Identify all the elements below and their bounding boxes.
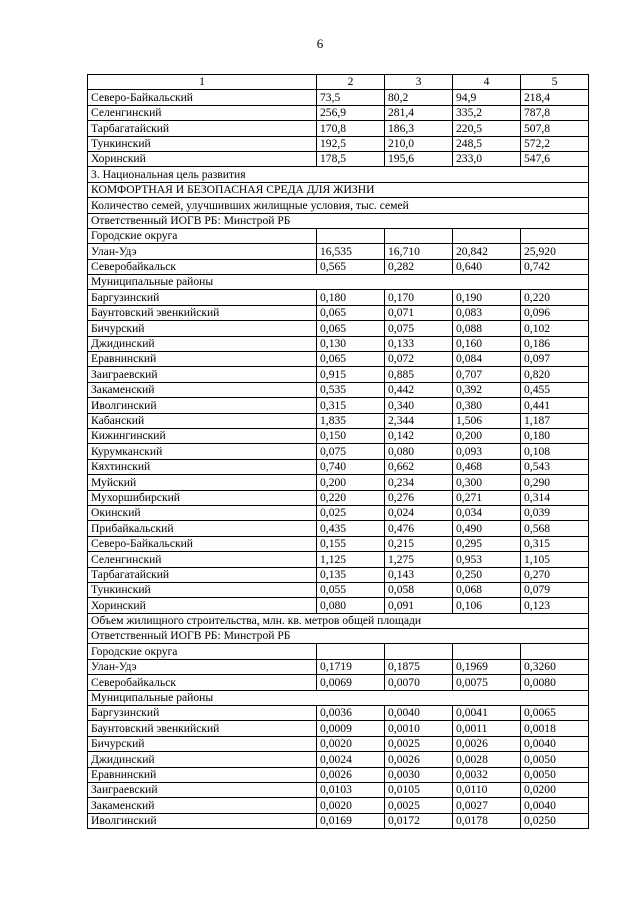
- value-cell: 0,170: [385, 290, 453, 305]
- value-cell: 0,200: [453, 428, 521, 443]
- value-cell: 0,075: [317, 444, 385, 459]
- value-cell: 0,186: [521, 336, 589, 351]
- value-cell: 0,455: [521, 382, 589, 397]
- column-number-cell: 2: [317, 75, 385, 90]
- table-row: [88, 136, 589, 151]
- table-row: [88, 352, 589, 367]
- table-row: [88, 536, 589, 551]
- value-cell: 0,662: [385, 459, 453, 474]
- value-cell: 80,2: [385, 90, 453, 105]
- value-cell: 1,835: [317, 413, 385, 428]
- territory-name: Хоринский: [88, 598, 317, 613]
- territory-name: Джидинский: [88, 336, 317, 351]
- value-cell: 0,075: [385, 321, 453, 336]
- column-number-cell: 1: [88, 75, 317, 90]
- territory-name: Закаменский: [88, 382, 317, 397]
- value-cell: 0,0200: [521, 782, 589, 797]
- value-cell: 0,0070: [385, 675, 453, 690]
- value-cell: 0,568: [521, 521, 589, 536]
- value-cell: 233,0: [453, 151, 521, 166]
- value-cell: 0,1719: [317, 659, 385, 674]
- territory-name: Кижингинский: [88, 428, 317, 443]
- value-cell: 0,088: [453, 321, 521, 336]
- empty-cell: [317, 228, 385, 243]
- territory-name: Иволгинский: [88, 398, 317, 413]
- value-cell: 0,0036: [317, 706, 385, 721]
- table-row: [88, 782, 589, 797]
- value-cell: 1,105: [521, 552, 589, 567]
- empty-cell: [453, 644, 521, 659]
- value-cell: 20,842: [453, 244, 521, 259]
- territory-name: Селенгинский: [88, 105, 317, 120]
- value-cell: 0,0025: [385, 798, 453, 813]
- empty-cell: [521, 228, 589, 243]
- value-cell: 0,190: [453, 290, 521, 305]
- section-title: Муниципальные районы: [88, 275, 589, 290]
- value-cell: 0,034: [453, 505, 521, 520]
- territory-name: Кяхтинский: [88, 459, 317, 474]
- value-cell: 0,180: [521, 428, 589, 443]
- group-row: [88, 644, 589, 659]
- value-cell: 0,476: [385, 521, 453, 536]
- territory-name: Баргузинский: [88, 290, 317, 305]
- table-row: [88, 567, 589, 582]
- value-cell: 0,543: [521, 459, 589, 474]
- section-row: [88, 198, 589, 213]
- table-body: [88, 75, 589, 829]
- table-row: [88, 813, 589, 828]
- value-cell: 0,0050: [521, 767, 589, 782]
- value-cell: 0,150: [317, 428, 385, 443]
- table-row: [88, 582, 589, 597]
- value-cell: 0,0024: [317, 752, 385, 767]
- section-row: [88, 182, 589, 197]
- table-row: [88, 336, 589, 351]
- value-cell: 178,5: [317, 151, 385, 166]
- table-row: [88, 706, 589, 721]
- value-cell: 0,535: [317, 382, 385, 397]
- value-cell: 256,9: [317, 105, 385, 120]
- value-cell: 0,220: [521, 290, 589, 305]
- empty-cell: [453, 228, 521, 243]
- value-cell: 0,740: [317, 459, 385, 474]
- value-cell: 0,820: [521, 367, 589, 382]
- value-cell: 1,125: [317, 552, 385, 567]
- value-cell: 0,0069: [317, 675, 385, 690]
- value-cell: 0,315: [317, 398, 385, 413]
- value-cell: 0,079: [521, 582, 589, 597]
- value-cell: 0,0169: [317, 813, 385, 828]
- value-cell: 0,0027: [453, 798, 521, 813]
- territory-name: Прибайкальский: [88, 521, 317, 536]
- value-cell: 0,102: [521, 321, 589, 336]
- value-cell: 0,0103: [317, 782, 385, 797]
- value-cell: 0,106: [453, 598, 521, 613]
- table-row: [88, 259, 589, 274]
- value-cell: 1,506: [453, 413, 521, 428]
- value-cell: 0,270: [521, 567, 589, 582]
- value-cell: 0,0010: [385, 721, 453, 736]
- value-cell: 0,160: [453, 336, 521, 351]
- value-cell: 0,1969: [453, 659, 521, 674]
- value-cell: 0,0040: [521, 736, 589, 751]
- empty-cell: [385, 228, 453, 243]
- value-cell: 170,8: [317, 121, 385, 136]
- empty-cell: [385, 644, 453, 659]
- table-row: [88, 521, 589, 536]
- territory-name: Северо-Байкальский: [88, 90, 317, 105]
- value-cell: 0,200: [317, 475, 385, 490]
- column-number-cell: 3: [385, 75, 453, 90]
- value-cell: 0,0050: [521, 752, 589, 767]
- empty-cell: [317, 644, 385, 659]
- table-row: [88, 552, 589, 567]
- table-row: [88, 244, 589, 259]
- territory-name: Бичурский: [88, 736, 317, 751]
- value-cell: 0,0040: [385, 706, 453, 721]
- territory-name: Иволгинский: [88, 813, 317, 828]
- value-cell: 0,0009: [317, 721, 385, 736]
- value-cell: 0,133: [385, 336, 453, 351]
- value-cell: 0,0030: [385, 767, 453, 782]
- value-cell: 0,0026: [385, 752, 453, 767]
- value-cell: 0,091: [385, 598, 453, 613]
- territory-name: Селенгинский: [88, 552, 317, 567]
- table-row: [88, 321, 589, 336]
- value-cell: 0,0110: [453, 782, 521, 797]
- value-cell: 0,155: [317, 536, 385, 551]
- territory-name: Северобайкальск: [88, 259, 317, 274]
- table-row: [88, 444, 589, 459]
- value-cell: 0,282: [385, 259, 453, 274]
- value-cell: 572,2: [521, 136, 589, 151]
- value-cell: 0,640: [453, 259, 521, 274]
- section-row: [88, 213, 589, 228]
- value-cell: 0,123: [521, 598, 589, 613]
- section-title: Ответственный ИОГВ РБ: Минстрой РБ: [88, 629, 589, 644]
- value-cell: 0,0250: [521, 813, 589, 828]
- value-cell: 0,072: [385, 352, 453, 367]
- value-cell: 0,039: [521, 505, 589, 520]
- value-cell: 0,314: [521, 490, 589, 505]
- value-cell: 195,6: [385, 151, 453, 166]
- table-row: [88, 475, 589, 490]
- value-cell: 0,071: [385, 305, 453, 320]
- value-cell: 0,215: [385, 536, 453, 551]
- section-title: Объем жилищного строительства, млн. кв. метров общей площади: [88, 613, 589, 628]
- table-row: [88, 721, 589, 736]
- value-cell: 192,5: [317, 136, 385, 151]
- value-cell: 0,0018: [521, 721, 589, 736]
- territory-name: Окинский: [88, 505, 317, 520]
- value-cell: 0,0065: [521, 706, 589, 721]
- value-cell: 0,084: [453, 352, 521, 367]
- territory-name: Баунтовский эвенкийский: [88, 305, 317, 320]
- indicators-table: [87, 74, 589, 829]
- group-row: [88, 228, 589, 243]
- value-cell: 0,058: [385, 582, 453, 597]
- territory-name: Тункинский: [88, 136, 317, 151]
- value-cell: 0,220: [317, 490, 385, 505]
- territory-name: Заиграевский: [88, 782, 317, 797]
- value-cell: 0,565: [317, 259, 385, 274]
- value-cell: 0,024: [385, 505, 453, 520]
- table-row: [88, 752, 589, 767]
- table-row: [88, 367, 589, 382]
- value-cell: 0,468: [453, 459, 521, 474]
- value-cell: 0,1875: [385, 659, 453, 674]
- value-cell: 16,710: [385, 244, 453, 259]
- value-cell: 0,271: [453, 490, 521, 505]
- value-cell: 0,250: [453, 567, 521, 582]
- section-row: [88, 690, 589, 705]
- table-row: [88, 90, 589, 105]
- territory-name: Тункинский: [88, 582, 317, 597]
- empty-cell: [521, 644, 589, 659]
- section-title: Количество семей, улучшивших жилищные условия, тыс. семей: [88, 198, 589, 213]
- value-cell: 0,0026: [317, 767, 385, 782]
- value-cell: 0,441: [521, 398, 589, 413]
- value-cell: 0,025: [317, 505, 385, 520]
- value-cell: 0,080: [385, 444, 453, 459]
- section-title: Муниципальные районы: [88, 690, 589, 705]
- section-title: 3. Национальная цель развития: [88, 167, 589, 182]
- table-row: [88, 736, 589, 751]
- value-cell: 335,2: [453, 105, 521, 120]
- value-cell: 0,0080: [521, 675, 589, 690]
- section-title: Ответственный ИОГВ РБ: Минстрой РБ: [88, 213, 589, 228]
- table-row: [88, 505, 589, 520]
- value-cell: 2,344: [385, 413, 453, 428]
- territory-name: Заиграевский: [88, 367, 317, 382]
- territory-name: Тарбагатайский: [88, 121, 317, 136]
- table-row: [88, 675, 589, 690]
- value-cell: 0,065: [317, 352, 385, 367]
- value-cell: 0,0011: [453, 721, 521, 736]
- table-row: [88, 598, 589, 613]
- value-cell: 0,885: [385, 367, 453, 382]
- value-cell: 210,0: [385, 136, 453, 151]
- table-row: [88, 767, 589, 782]
- value-cell: 0,315: [521, 536, 589, 551]
- value-cell: 0,915: [317, 367, 385, 382]
- territory-name: Еравнинский: [88, 352, 317, 367]
- table-row: [88, 305, 589, 320]
- table-row: [88, 290, 589, 305]
- value-cell: 0,135: [317, 567, 385, 582]
- section-row: [88, 613, 589, 628]
- value-cell: 186,3: [385, 121, 453, 136]
- group-title: Городские округа: [88, 644, 317, 659]
- value-cell: 0,143: [385, 567, 453, 582]
- value-cell: 0,055: [317, 582, 385, 597]
- value-cell: 16,535: [317, 244, 385, 259]
- value-cell: 248,5: [453, 136, 521, 151]
- table-row: [88, 151, 589, 166]
- table-header-row: [88, 75, 589, 90]
- value-cell: 0,065: [317, 305, 385, 320]
- page-number: 6: [316, 36, 324, 51]
- section-row: [88, 275, 589, 290]
- value-cell: 0,080: [317, 598, 385, 613]
- table-row: [88, 659, 589, 674]
- value-cell: 0,0028: [453, 752, 521, 767]
- value-cell: 0,083: [453, 305, 521, 320]
- territory-name: Хоринский: [88, 151, 317, 166]
- value-cell: 0,707: [453, 367, 521, 382]
- value-cell: 0,442: [385, 382, 453, 397]
- group-title: Городские округа: [88, 228, 317, 243]
- section-title: КОМФОРТНАЯ И БЕЗОПАСНАЯ СРЕДА ДЛЯ ЖИЗНИ: [88, 182, 589, 197]
- table-row: [88, 382, 589, 397]
- value-cell: 0,490: [453, 521, 521, 536]
- value-cell: 220,5: [453, 121, 521, 136]
- value-cell: 0,0025: [385, 736, 453, 751]
- value-cell: 0,096: [521, 305, 589, 320]
- value-cell: 0,065: [317, 321, 385, 336]
- value-cell: 0,130: [317, 336, 385, 351]
- value-cell: 0,0032: [453, 767, 521, 782]
- territory-name: Улан-Удэ: [88, 244, 317, 259]
- value-cell: 507,8: [521, 121, 589, 136]
- value-cell: 0,0075: [453, 675, 521, 690]
- value-cell: 0,435: [317, 521, 385, 536]
- territory-name: Баунтовский эвенкийский: [88, 721, 317, 736]
- value-cell: 0,392: [453, 382, 521, 397]
- value-cell: 281,4: [385, 105, 453, 120]
- territory-name: Северобайкальск: [88, 675, 317, 690]
- table-row: [88, 459, 589, 474]
- section-row: [88, 167, 589, 182]
- column-number-cell: 4: [453, 75, 521, 90]
- territory-name: Мухоршибирский: [88, 490, 317, 505]
- value-cell: 0,0041: [453, 706, 521, 721]
- territory-name: Еравнинский: [88, 767, 317, 782]
- value-cell: 0,0026: [453, 736, 521, 751]
- territory-name: Закаменский: [88, 798, 317, 813]
- table-row: [88, 398, 589, 413]
- value-cell: 94,9: [453, 90, 521, 105]
- value-cell: 0,0020: [317, 736, 385, 751]
- value-cell: 0,3260: [521, 659, 589, 674]
- value-cell: 0,276: [385, 490, 453, 505]
- territory-name: Улан-Удэ: [88, 659, 317, 674]
- table-row: [88, 428, 589, 443]
- value-cell: 218,4: [521, 90, 589, 105]
- value-cell: 0,068: [453, 582, 521, 597]
- value-cell: 0,340: [385, 398, 453, 413]
- value-cell: 0,742: [521, 259, 589, 274]
- territory-name: Муйский: [88, 475, 317, 490]
- value-cell: 0,290: [521, 475, 589, 490]
- territory-name: Курумканский: [88, 444, 317, 459]
- value-cell: 0,0020: [317, 798, 385, 813]
- value-cell: 0,108: [521, 444, 589, 459]
- table-row: [88, 490, 589, 505]
- value-cell: 0,234: [385, 475, 453, 490]
- territory-name: Северо-Байкальский: [88, 536, 317, 551]
- value-cell: 0,953: [453, 552, 521, 567]
- value-cell: 0,0172: [385, 813, 453, 828]
- value-cell: 0,142: [385, 428, 453, 443]
- table-row: [88, 798, 589, 813]
- column-number-cell: 5: [521, 75, 589, 90]
- value-cell: 0,380: [453, 398, 521, 413]
- value-cell: 0,0040: [521, 798, 589, 813]
- value-cell: 0,097: [521, 352, 589, 367]
- territory-name: Джидинский: [88, 752, 317, 767]
- territory-name: Баргузинский: [88, 706, 317, 721]
- value-cell: 0,180: [317, 290, 385, 305]
- value-cell: 25,920: [521, 244, 589, 259]
- value-cell: 0,295: [453, 536, 521, 551]
- territory-name: Кабанский: [88, 413, 317, 428]
- value-cell: 0,0105: [385, 782, 453, 797]
- table-row: [88, 413, 589, 428]
- value-cell: 547,6: [521, 151, 589, 166]
- value-cell: 0,093: [453, 444, 521, 459]
- value-cell: 1,187: [521, 413, 589, 428]
- table-row: [88, 121, 589, 136]
- value-cell: 0,0178: [453, 813, 521, 828]
- territory-name: Тарбагатайский: [88, 567, 317, 582]
- value-cell: 73,5: [317, 90, 385, 105]
- value-cell: 787,8: [521, 105, 589, 120]
- territory-name: Бичурский: [88, 321, 317, 336]
- value-cell: 1,275: [385, 552, 453, 567]
- value-cell: 0,300: [453, 475, 521, 490]
- section-row: [88, 629, 589, 644]
- table-row: [88, 105, 589, 120]
